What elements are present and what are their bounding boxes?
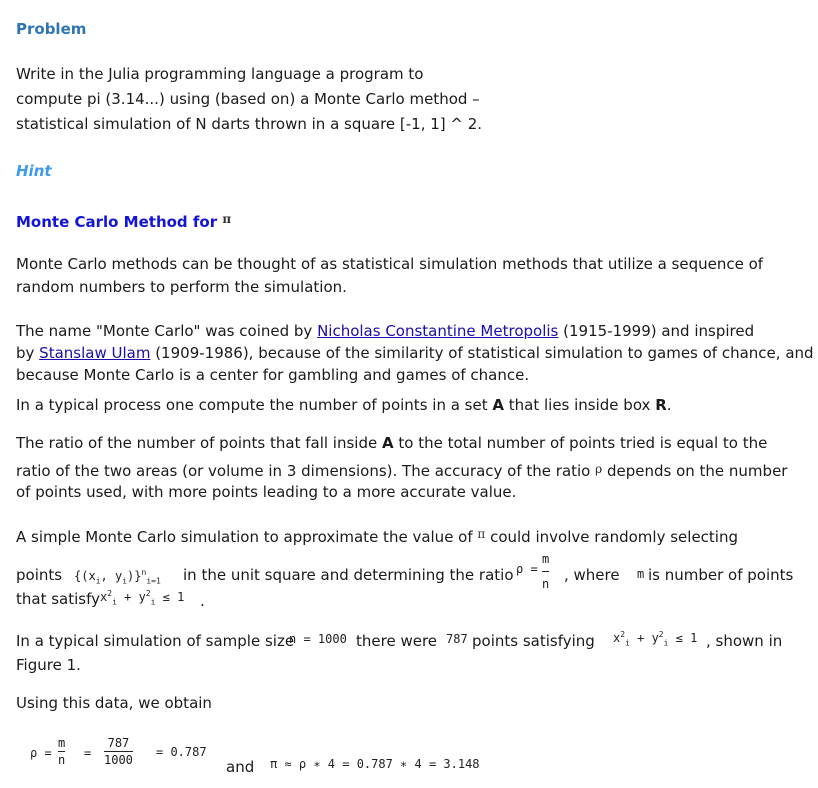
result-787-over-1000 (104, 736, 133, 767)
monte-carlo-heading (16, 208, 231, 233)
ratio-text-1: The ratio of the number of points that fall inside (16, 434, 382, 452)
problem-heading: Problem (16, 20, 87, 38)
cond-x: x (100, 590, 108, 604)
history-text-4: (1909-1986), because of the similarity of statistical simulation to games of chance, and (150, 344, 814, 362)
set-sub-i: i (95, 576, 101, 586)
problem-line-1: Write in the Julia programming language a program to (16, 65, 424, 83)
typical-process-line (16, 394, 672, 416)
set-sup-n: n (141, 568, 147, 577)
sample-condition (613, 627, 697, 649)
sample-cond-le-one: ≤ 1 (668, 631, 698, 645)
rho-equals: ρ = (516, 562, 538, 576)
result-m-over-n (58, 736, 65, 767)
frac-n: n (542, 577, 550, 591)
set-sub-i-2: i (122, 576, 128, 586)
set-close: )} (127, 569, 142, 583)
ratio-line-3: of points used, with more points leading to a more accurate value. (16, 483, 517, 501)
box-r-label: R (655, 396, 667, 414)
simple-line-2 (16, 546, 806, 591)
typical-end: . (666, 396, 672, 414)
where-text: , where (564, 566, 620, 584)
result-bar-2 (104, 751, 133, 752)
set-a-label: A (492, 396, 504, 414)
using-data-text: Using this data, we obtain (16, 694, 212, 712)
sample-cond-x-sub: i (625, 638, 630, 648)
result-den: 1000 (104, 753, 133, 767)
ratio-line-2 (16, 458, 787, 482)
points-set-expression (74, 565, 161, 587)
simple-text-1: A simple Monte Carlo simulation to approximate the value of (16, 528, 478, 546)
metropolis-link[interactable]: Nicholas Constantine Metropolis (317, 322, 559, 340)
ratio-set-a: A (381, 434, 394, 452)
ratio-text-3: ratio of the two areas (or volume in 3 dimensions). The accuracy of the ratio (16, 462, 596, 480)
cond-le-one: ≤ 1 (155, 590, 185, 604)
pi-approximation: π ≈ ρ ∗ 4 = 0.787 ∗ 4 = 3.148 (270, 757, 480, 771)
result-n: n (58, 753, 66, 767)
cond-x-sup: 2 (107, 589, 113, 598)
sample-cond-y-sup: 2 (658, 630, 664, 639)
intro-line-1: Monte Carlo methods can be thought of as statistical simulation methods that utilize a sequence of (16, 255, 764, 273)
result-m: m (58, 736, 66, 750)
history-text-1: The name "Monte Carlo" was coined by (16, 322, 318, 340)
ratio-line-1 (16, 432, 767, 454)
unit-square-text: in the unit square and determining the ratio (183, 566, 514, 584)
points-count: 787 (446, 632, 468, 646)
ratio-text-4: depends on the number (602, 462, 788, 480)
frac-m: m (542, 552, 550, 566)
figure-reference: Figure 1. (16, 656, 81, 674)
cond-y-sub: i (150, 597, 156, 607)
sample-text-4: , shown in (706, 632, 783, 650)
problem-line-2: compute pi (3.14...) using (based on) a Monte Carlo method – (16, 90, 480, 108)
frac-bar (542, 571, 549, 572)
typical-text-2: that lies inside box (503, 396, 656, 414)
sample-size-expression: n = 1000 (289, 632, 347, 646)
result-equals: = (84, 746, 92, 760)
history-text-3: by (16, 344, 40, 362)
set-sep: , y (100, 569, 123, 583)
cond-x-sub: i (112, 597, 117, 607)
intro-line-2: random numbers to perform the simulation. (16, 278, 347, 296)
history-line-2 (16, 342, 814, 364)
cond-plus-y: + y (116, 590, 146, 604)
set-open: {(x (74, 569, 96, 583)
sample-text-2: there were (356, 632, 438, 650)
sample-text-3: points satisfying (472, 632, 595, 650)
result-rho-equals: ρ = (30, 746, 52, 760)
sample-line-1 (16, 630, 806, 654)
points-label: points (16, 566, 63, 584)
m-over-n-fraction (542, 548, 549, 595)
m-variable: m (637, 567, 645, 581)
history-line-1 (16, 320, 754, 342)
cond-y-sup: 2 (145, 589, 151, 598)
condition-period: . (200, 592, 205, 610)
result-equation (30, 734, 590, 778)
rho-symbol: ρ (595, 462, 603, 476)
result-rho-value: = 0.787 (156, 745, 207, 759)
typical-text-1: In a typical process one compute the number of points in a set (16, 396, 493, 414)
pi-symbol-inline-icon: π (477, 527, 486, 541)
simple-line-3 (16, 588, 416, 612)
ratio-text-2: to the total number of points tried is equal to the (393, 434, 768, 452)
result-num: 787 (107, 736, 130, 750)
sample-cond-x-sup: 2 (620, 630, 626, 639)
simple-line-1 (16, 523, 738, 548)
problem-line-3: statistical simulation of N darts thrown in a square [-1, 1] ^ 2. (16, 115, 483, 133)
and-text: and (226, 758, 255, 776)
sample-cond-y-sub: i (663, 638, 669, 648)
monte-carlo-heading-text: Monte Carlo Method for (16, 213, 218, 231)
ulam-link[interactable]: Stanslaw Ulam (39, 344, 151, 362)
result-bar-1 (58, 751, 65, 752)
satisfy-text: that satisfy (16, 590, 100, 608)
sample-cond-plus-y: + y (629, 631, 659, 645)
history-text-2: (1915-1999) and inspired (558, 322, 755, 340)
simple-text-2: could involve randomly selecting (485, 528, 738, 546)
sample-text-1: In a typical simulation of sample size (16, 632, 295, 650)
is-number-text: is number of points (648, 566, 794, 584)
pi-symbol-icon: π (222, 212, 232, 226)
unit-circle-condition (100, 586, 184, 608)
hint-label: Hint (16, 162, 52, 180)
set-sub-range: i=1 (146, 576, 161, 586)
history-line-3: because Monte Carlo is a center for gambling and games of chance. (16, 366, 530, 384)
sample-cond-x: x (613, 631, 621, 645)
